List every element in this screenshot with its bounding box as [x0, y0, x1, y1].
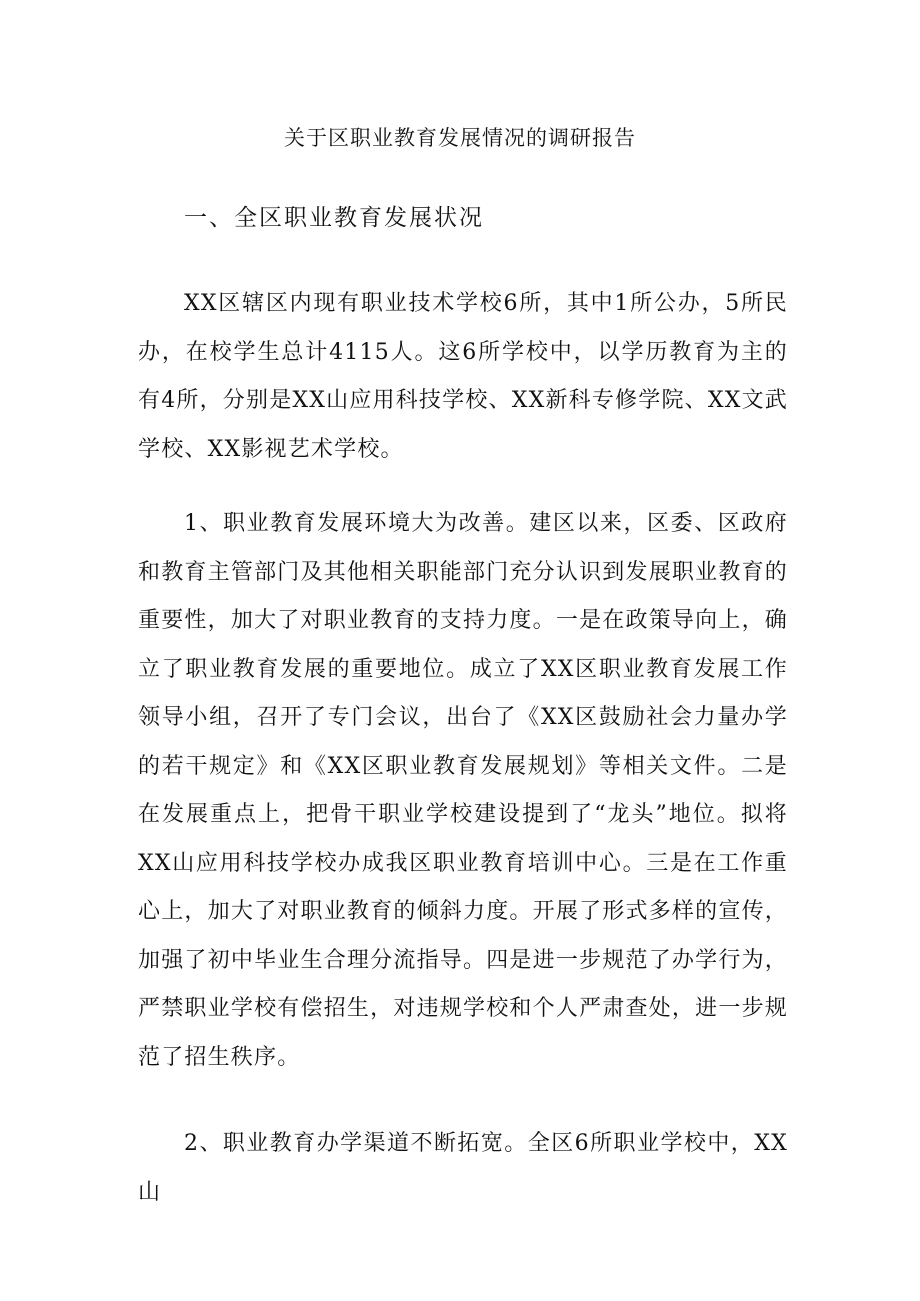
paragraph-channels: 2、职业教育办学渠道不断拓宽。全区6所职业学校中，XX山 [138, 1131, 788, 1205]
paragraph-environment: 1、职业教育发展环境大为改善。建区以来，区委、区政府和教育主管部门及其他相关职能部门充分认识到发展职业教育的重要性，加大了对职业教育的支持力度。一是在政策导向上，确立了职业教育发展的重要地位。成立了XX区职业教育发展工作领导小组，召开了专门会议，出台了《XX区鼓励社会力量办学的若干规定》和《XX区职业教育发展规划》等相关文件。二是在发展重点上，把骨干职业学校建设提到了“龙头”地位。拟将XX山应用科技学校办成我区职业教育培训中心。三是在工作重心上，加大了对职业教育的倾斜力度。开展了形式多样的宣传，加强了初中毕业生合理分流指导。四是进一步规范了办学行为，严禁职业学校有偿招生，对违规学校和个人严肃查处，进一步规范了招生秩序。 [138, 511, 788, 1070]
document-title: 关于区职业教育发展情况的调研报告 [284, 126, 636, 150]
section-heading: 一、全区职业教育发展状况 [184, 205, 484, 231]
paragraph-overview: XX区辖区内现有职业技术学校6所，其中1所公办，5所民办，在校学生总计4115人。这6所学校中，以学历教育为主的有4所，分别是XX山应用科技学校、XX新科专修学院、XX文武学校、XX影视艺术学校。 [138, 291, 788, 462]
